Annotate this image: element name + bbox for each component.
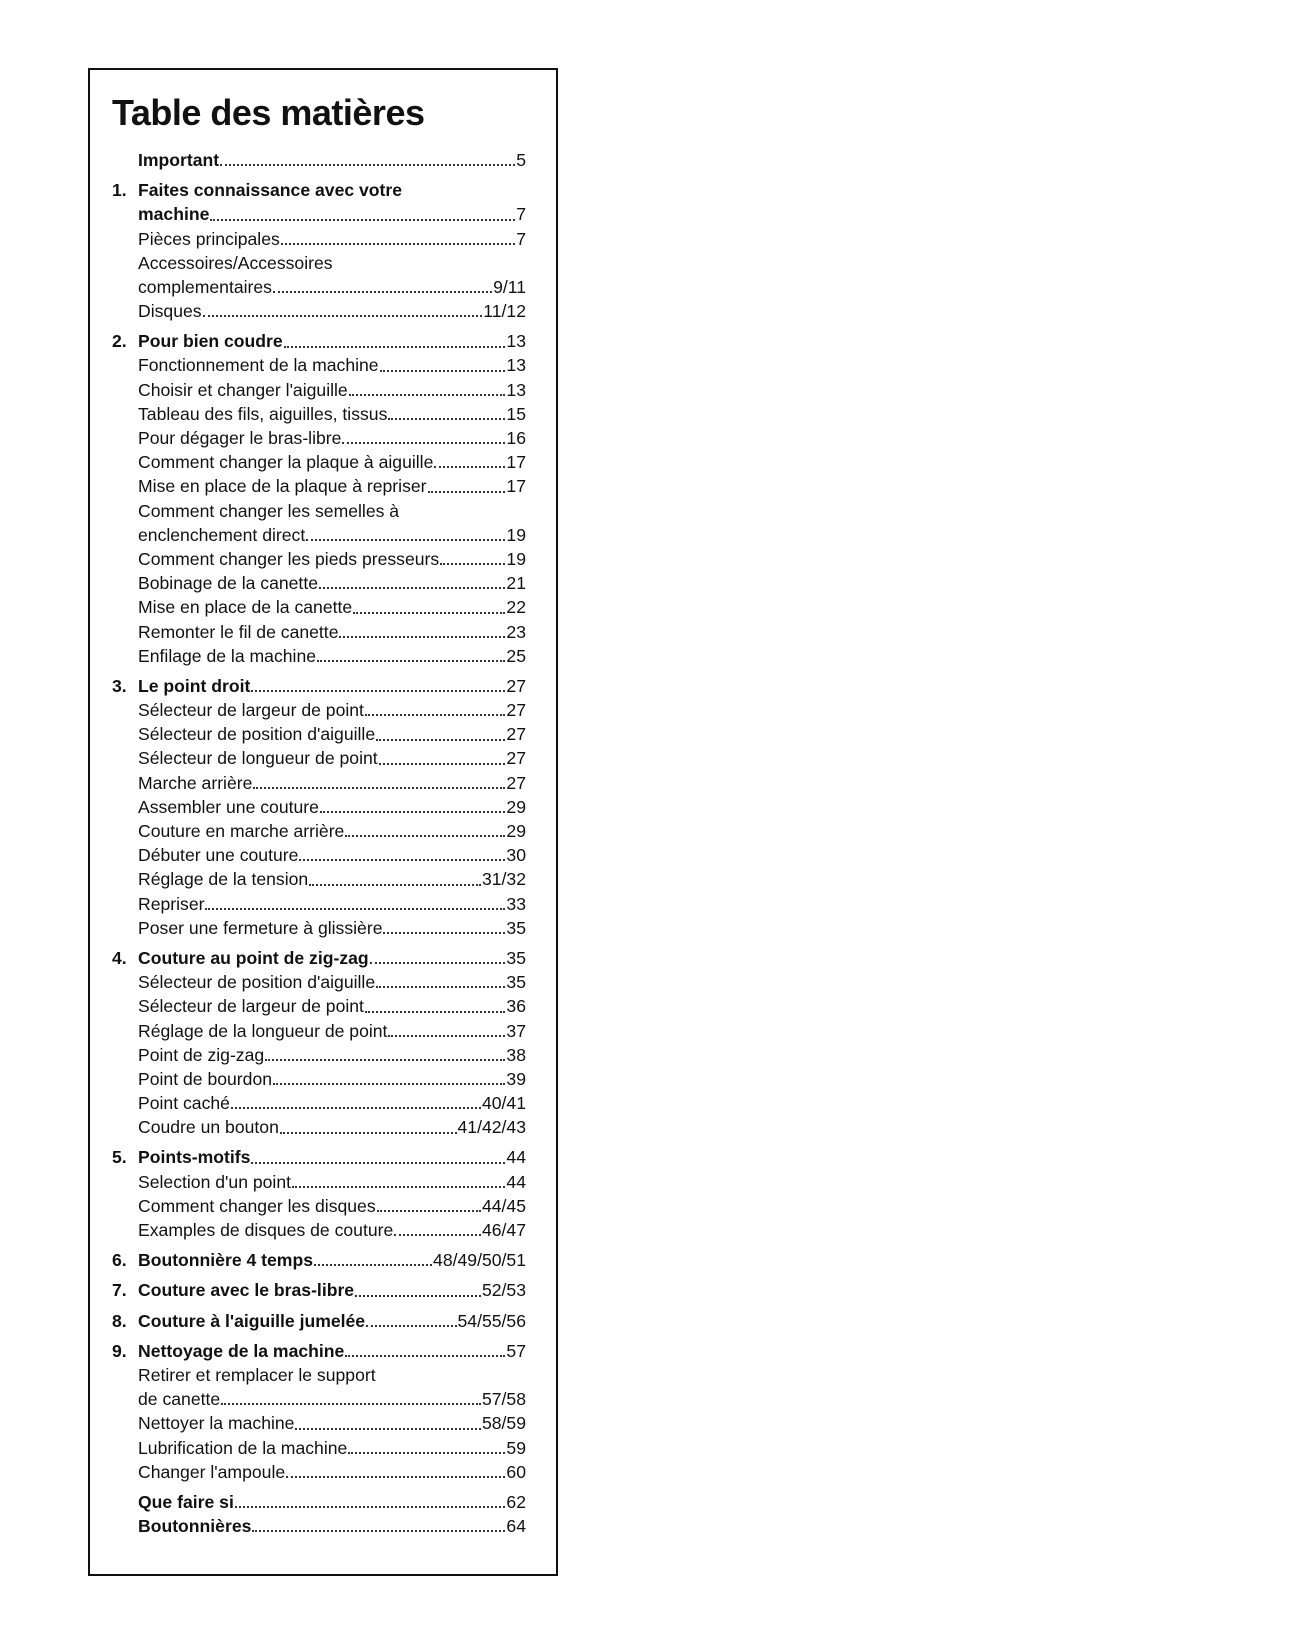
toc-entry-page: 23 [506, 621, 526, 642]
toc-entry-label: Repriser [138, 893, 205, 914]
table-of-contents [88, 68, 558, 1576]
toc-entry-label: Coudre un bouton [138, 1117, 279, 1138]
toc-entry[interactable] [112, 178, 526, 202]
toc-entry-page: 40/41 [481, 1093, 526, 1114]
dot-leader [345, 835, 505, 837]
toc-entry-page: 27 [506, 748, 526, 769]
toc-entry[interactable] [112, 946, 526, 970]
toc-entry-label: Couture au point de zig-zag [138, 947, 369, 968]
toc-entry-page: 48/49/50/51 [433, 1250, 526, 1271]
dot-leader [284, 346, 506, 348]
dot-leader [428, 491, 506, 493]
toc-entry-page: 58/59 [481, 1413, 526, 1434]
toc-entry-label: Bobinage de la canette [138, 573, 318, 594]
toc-section [112, 674, 526, 940]
toc-entry[interactable] [112, 148, 526, 172]
toc-entry-page: 62 [506, 1491, 526, 1512]
toc-entry-label: Selection d'un point [138, 1171, 292, 1192]
toc-entry-label: Comment changer les pieds presseurs [138, 548, 440, 569]
toc-entry[interactable] [112, 970, 526, 994]
toc-entry-page: 44 [506, 1147, 526, 1168]
toc-entry-number: 6. [112, 1250, 127, 1271]
toc-entry-page: 35 [506, 972, 526, 993]
toc-entry-label: Couture à l'aiguille jumelée [138, 1310, 366, 1331]
toc-entry-label: Comment changer les disques [138, 1195, 376, 1216]
toc-entry-page: 59 [506, 1437, 526, 1458]
toc-entry-label: Assembler une couture [138, 796, 319, 817]
dot-leader [251, 690, 505, 692]
toc-entry-label: Retirer et remplacer le support [138, 1364, 376, 1385]
toc-entry[interactable] [112, 426, 526, 450]
toc-entry-number: 3. [112, 675, 127, 696]
toc-entry[interactable] [112, 1019, 526, 1043]
toc-entry-page: 16 [506, 428, 526, 449]
dot-leader [317, 660, 505, 662]
toc-entry-page: 64 [506, 1516, 526, 1537]
toc-entry[interactable] [112, 1248, 526, 1272]
dot-leader [295, 1428, 481, 1430]
toc-entry-page: 9/11 [493, 276, 526, 297]
dot-leader [365, 714, 505, 716]
dot-leader [379, 763, 506, 765]
toc-entry-label: Réglage de la tension [138, 869, 309, 890]
toc-entry[interactable] [112, 994, 526, 1018]
toc-entry-label: Pour dégager le bras-libre [138, 428, 342, 449]
toc-section [112, 1309, 526, 1333]
toc-entry[interactable] [112, 1460, 526, 1484]
toc-entry[interactable] [112, 450, 526, 474]
toc-entry-label: Réglage de la longueur de point [138, 1020, 388, 1041]
toc-entry-label: Point de bourdon [138, 1068, 273, 1089]
toc-entry-label: Enfilage de la machine [138, 645, 317, 666]
toc-entry-label: enclenchement direct [138, 524, 306, 545]
toc-entry-label: Remonter le fil de canette [138, 621, 339, 642]
dot-leader [299, 859, 505, 861]
toc-entry-label: Choisir et changer l'aiguille [138, 379, 348, 400]
toc-entry[interactable] [112, 722, 526, 746]
toc-entry[interactable] [112, 474, 526, 498]
toc-entry-number: 4. [112, 947, 127, 968]
toc-entry-label: machine [138, 204, 210, 225]
toc-entry-page: 13 [506, 379, 526, 400]
toc-section [112, 1490, 526, 1538]
toc-entry-page: 57/58 [481, 1389, 526, 1410]
toc-entry-label: Examples de disques de couture [138, 1220, 394, 1241]
dot-leader [377, 1210, 481, 1212]
toc-entry[interactable] [112, 1309, 526, 1333]
toc-entry[interactable] [112, 916, 526, 940]
toc-entry-label: Sélecteur de largeur de point [138, 700, 364, 721]
toc-entry-page: 46/47 [481, 1220, 526, 1241]
toc-entry-page: 13 [506, 355, 526, 376]
toc-entry[interactable] [112, 698, 526, 722]
toc-entry-label: Accessoires/Accessoires [138, 252, 333, 273]
toc-entry-label: complementaires [138, 276, 272, 297]
dot-leader [380, 370, 506, 372]
toc-entry-page: 17 [506, 452, 526, 473]
toc-entry-page: 33 [506, 893, 526, 914]
toc-entry[interactable] [112, 892, 526, 916]
toc-entry-label: de canette [138, 1389, 221, 1410]
toc-list [112, 148, 526, 1538]
toc-entry[interactable] [112, 275, 526, 299]
dot-leader [251, 1162, 505, 1164]
toc-entry[interactable] [112, 1514, 526, 1538]
dot-leader [273, 291, 492, 293]
toc-entry[interactable] [112, 1194, 526, 1218]
toc-entry-page: 7 [516, 204, 526, 225]
toc-entry[interactable] [112, 202, 526, 226]
dot-leader [320, 811, 506, 813]
toc-entry-label: Que faire si [138, 1491, 234, 1512]
dot-leader [388, 1035, 505, 1037]
dot-leader [370, 962, 506, 964]
toc-entry-number: 9. [112, 1340, 127, 1361]
toc-entry-page: 27 [506, 700, 526, 721]
dot-leader [394, 1234, 481, 1236]
toc-entry[interactable] [112, 251, 526, 275]
toc-entry-page: 38 [506, 1044, 526, 1065]
toc-entry[interactable] [112, 329, 526, 353]
dot-leader [353, 612, 505, 614]
toc-entry-page: 22 [506, 597, 526, 618]
toc-entry[interactable] [112, 620, 526, 644]
dot-leader [342, 442, 505, 444]
dot-leader [319, 587, 505, 589]
toc-section [112, 1278, 526, 1302]
toc-entry[interactable] [112, 644, 526, 668]
toc-entry[interactable] [112, 1170, 526, 1194]
toc-entry-label: Sélecteur de position d'aiguille [138, 972, 376, 993]
dot-leader [348, 1452, 505, 1454]
toc-entry[interactable] [112, 674, 526, 698]
dot-leader [253, 787, 505, 789]
toc-entry[interactable] [112, 299, 526, 323]
toc-entry-label: Boutonnières [138, 1516, 252, 1537]
dot-leader [376, 739, 505, 741]
toc-entry[interactable] [112, 571, 526, 595]
dot-leader [365, 1011, 505, 1013]
toc-entry-label: Mise en place de la plaque à repriser [138, 476, 427, 497]
toc-entry-label: Le point droit [138, 675, 251, 696]
toc-entry-label: Sélecteur de longueur de point [138, 748, 378, 769]
dot-leader [231, 1107, 481, 1109]
dot-leader [220, 164, 515, 166]
dot-leader [306, 539, 505, 541]
page-title: Table des matières [112, 92, 425, 133]
toc-entry-page: 39 [506, 1068, 526, 1089]
toc-entry-label: Boutonnière 4 temps [138, 1250, 313, 1271]
toc-entry[interactable] [112, 1218, 526, 1242]
toc-entry-page: 27 [506, 675, 526, 696]
toc-entry-label: Disques [138, 301, 202, 322]
toc-entry-label: Nettoyer la machine [138, 1413, 295, 1434]
toc-entry[interactable] [112, 1067, 526, 1091]
toc-entry-label: Couture en marche arrière [138, 821, 345, 842]
toc-section [112, 1146, 526, 1243]
dot-leader [203, 315, 483, 317]
toc-entry[interactable] [112, 795, 526, 819]
toc-entry[interactable] [112, 1146, 526, 1170]
dot-leader [309, 884, 481, 886]
dot-leader [388, 418, 505, 420]
toc-entry-label: Nettoyage de la machine [138, 1340, 345, 1361]
toc-entry[interactable] [112, 1411, 526, 1435]
toc-entry[interactable] [112, 378, 526, 402]
toc-entry-label: Marche arrière [138, 772, 253, 793]
dot-leader [345, 1355, 505, 1357]
dot-leader [383, 932, 505, 934]
toc-entry-label: Comment changer les semelles à [138, 500, 400, 521]
toc-entry-label: Sélecteur de largeur de point [138, 996, 364, 1017]
toc-section [112, 1339, 526, 1484]
toc-entry-label: Point de zig-zag [138, 1044, 265, 1065]
toc-entry-page: 21 [506, 573, 526, 594]
toc-entry-page: 44 [506, 1171, 526, 1192]
toc-entry-page: 29 [506, 821, 526, 842]
toc-entry-label: Pour bien coudre [138, 331, 283, 352]
toc-entry[interactable] [112, 1043, 526, 1067]
toc-entry-number: 1. [112, 180, 127, 201]
toc-entry-page: 17 [506, 476, 526, 497]
dot-leader [265, 1059, 505, 1061]
toc-section [112, 1248, 526, 1272]
toc-section [112, 148, 526, 172]
toc-entry-page: 60 [506, 1461, 526, 1482]
toc-entry[interactable] [112, 771, 526, 795]
dot-leader [252, 1530, 505, 1532]
toc-entry-label: Poser une fermeture à glissière [138, 917, 383, 938]
toc-entry-number: 2. [112, 331, 127, 352]
dot-leader [366, 1325, 456, 1327]
toc-entry-label: Comment changer la plaque à aiguille [138, 452, 434, 473]
toc-entry[interactable] [112, 402, 526, 426]
dot-leader [355, 1295, 481, 1297]
toc-entry-page: 5 [516, 149, 526, 170]
toc-entry-page: 37 [506, 1020, 526, 1041]
toc-entry-label: Points-motifs [138, 1147, 251, 1168]
toc-entry[interactable] [112, 1436, 526, 1460]
toc-entry-page: 52/53 [481, 1280, 526, 1301]
toc-entry[interactable] [112, 595, 526, 619]
dot-leader [440, 563, 505, 565]
toc-entry[interactable] [112, 1115, 526, 1139]
toc-entry-page: 57 [506, 1340, 526, 1361]
toc-entry[interactable] [112, 843, 526, 867]
toc-entry-page: 13 [506, 331, 526, 352]
toc-entry-label: Point caché [138, 1093, 230, 1114]
dot-leader [281, 243, 515, 245]
dot-leader [205, 908, 505, 910]
toc-entry-label: Tableau des fils, aiguilles, tissus [138, 403, 388, 424]
dot-leader [339, 636, 505, 638]
toc-entry-page: 19 [506, 548, 526, 569]
toc-entry[interactable] [112, 1339, 526, 1363]
dot-leader [292, 1186, 505, 1188]
dot-leader [210, 219, 515, 221]
toc-entry-page: 29 [506, 796, 526, 817]
toc-entry-page: 35 [506, 917, 526, 938]
dot-leader [314, 1264, 432, 1266]
toc-entry[interactable] [112, 747, 526, 771]
toc-entry-number: 7. [112, 1280, 127, 1301]
toc-entry-label: Mise en place de la canette [138, 597, 353, 618]
toc-entry-page: 15 [506, 403, 526, 424]
toc-entry-label: Sélecteur de position d'aiguille [138, 724, 376, 745]
toc-entry-label: Lubrification de la machine [138, 1437, 348, 1458]
toc-entry[interactable] [112, 1278, 526, 1302]
toc-entry-page: 27 [506, 772, 526, 793]
dot-leader [221, 1403, 481, 1405]
dot-leader [349, 394, 506, 396]
toc-entry-label: Changer l'ampoule [138, 1461, 286, 1482]
toc-entry[interactable] [112, 354, 526, 378]
toc-entry-page: 36 [506, 996, 526, 1017]
dot-leader [376, 986, 505, 988]
toc-entry[interactable] [112, 523, 526, 547]
toc-entry-page: 19 [506, 524, 526, 545]
toc-entry[interactable] [112, 867, 526, 891]
toc-entry-number: 8. [112, 1310, 127, 1331]
toc-entry-label: Pièces principales [138, 228, 280, 249]
toc-entry-label: Fonctionnement de la machine [138, 355, 379, 376]
toc-entry-page: 44/45 [481, 1195, 526, 1216]
dot-leader [280, 1132, 457, 1134]
toc-entry-page: 11/12 [483, 301, 526, 322]
toc-entry-page: 27 [506, 724, 526, 745]
toc-entry-label: Débuter une couture [138, 845, 299, 866]
toc-entry-number: 5. [112, 1147, 127, 1168]
toc-section [112, 329, 526, 668]
toc-section [112, 178, 526, 323]
toc-entry[interactable] [112, 1387, 526, 1411]
toc-entry-page: 54/55/56 [457, 1310, 526, 1331]
toc-entry[interactable] [112, 819, 526, 843]
toc-entry[interactable] [112, 499, 526, 523]
dot-leader [434, 466, 505, 468]
toc-entry[interactable] [112, 1091, 526, 1115]
dot-leader [235, 1506, 506, 1508]
toc-entry-page: 7 [516, 228, 526, 249]
toc-entry-page: 30 [506, 845, 526, 866]
toc-entry[interactable] [112, 227, 526, 251]
toc-entry-page: 35 [506, 947, 526, 968]
toc-entry-label: Faites connaissance avec votre [138, 180, 403, 201]
toc-entry[interactable] [112, 547, 526, 571]
toc-entry-label: Important [138, 149, 220, 170]
toc-entry[interactable] [112, 1490, 526, 1514]
toc-entry-page: 31/32 [481, 869, 526, 890]
toc-entry-label: Couture avec le bras-libre [138, 1280, 355, 1301]
dot-leader [286, 1476, 505, 1478]
toc-entry-page: 25 [506, 645, 526, 666]
toc-entry[interactable] [112, 1363, 526, 1387]
toc-section [112, 946, 526, 1140]
dot-leader [273, 1083, 505, 1085]
toc-entry-page: 41/42/43 [457, 1117, 526, 1138]
